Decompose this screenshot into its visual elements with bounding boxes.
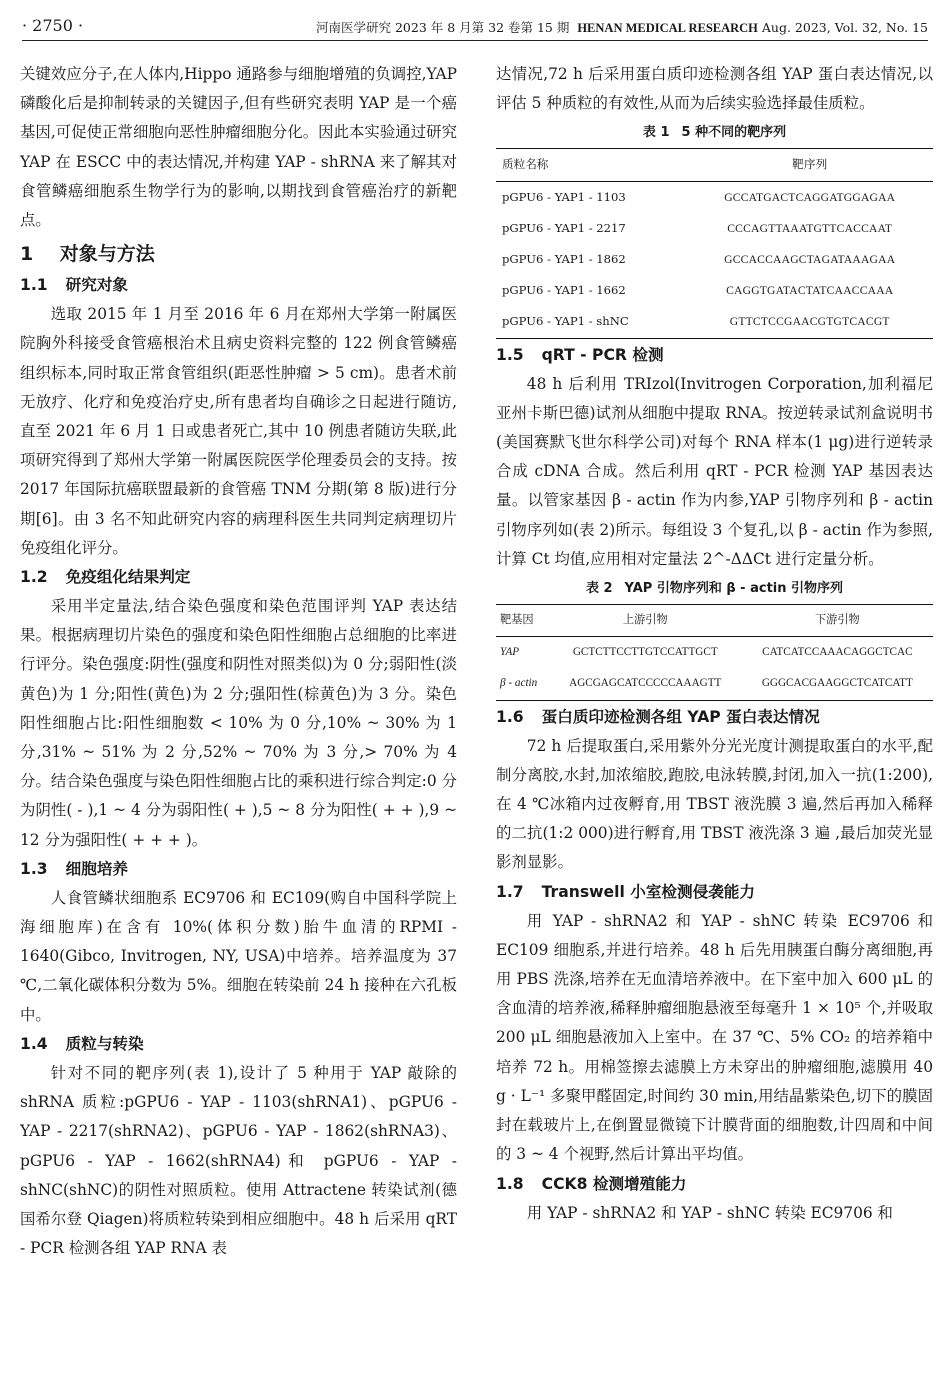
table-cell: pGPU6 - YAP1 - 2217 [502,220,626,235]
table-cell: CAGGTGATACTATCAACCAAA [726,284,894,298]
section-1-heading [20,237,457,271]
table-2-label: 表 2 [585,581,613,597]
left-column [20,60,457,1263]
section-1-8-heading [496,1170,933,1199]
table-cell: GCCACCAAGCTAGATAAAGAA [724,253,896,267]
page-header [22,14,928,38]
section-1-6-heading [496,703,933,732]
section-number: 1.6 [496,707,524,726]
section-1-7-text: 用 YAP - shRNA2 和 YAP - shNC 转染 EC9706 和 EC109 细胞系,并进行培养。48 h 后先用胰蛋白酶分离细胞,再用 PBS 洗涤,培养在无血清培养液中。在下室中加入 600 μL 的含血清的培养液,稀释肿瘤细胞悬液至每毫升 1 × 10⁵ 个,并吸取 200 μL 细胞悬液加入上室中。在 37 ℃、5% CO₂ 的培养箱中培养 72 h。用棉签擦去滤膜上方未穿出的肿瘤细胞,滤膜用 40 g · L⁻¹ 多聚甲醛固定,时间约 30 min,用结晶紫染色,切下的膜固封在载玻片上,在倒置显微镜下计膜背面的细胞数,计四周和中间的 3 ~ 4 个视野,然后计算出平均值。 [496,911,933,1164]
table-cell: GGGCACGAAGGCTCATCATT [761,677,913,690]
section-1-4-heading [20,1030,457,1059]
table-cell: CCCAGTTAAATGTTCACCAAT [727,221,893,235]
table-1-caption [496,122,933,144]
journal-running-head [316,18,928,36]
table-cell: AGCGAGCATCCCCCAAAGTT [569,677,722,690]
section-1-4-text: 针对不同的靶序列(表 1),设计了 5 种用于 YAP 敲除的 shRNA 质粒:pGPU6 - YAP - 1103(shRNA1)、pGPU6 - YAP - 2217(shRNA2)、pGPU6 - YAP - 1862(shRNA3)、pGPU6 - YAP - 1662(shRNA4)和 pGPU6 - YAP - shNC(shNC)的阴性对照质粒。使用 Attractene 转染试剂(德国希尔登 Qiagen)将质粒转染到相应细胞中。48 h 后采用 qRT - PCR 检测各组 YAP RNA 表 [20,1063,457,1258]
section-title: 免疫组化结果判定 [65,568,191,587]
table-1-title: 5 种不同的靶序列 [681,125,787,141]
table-row [496,306,933,338]
table-cell: GCCATGACTCAGGATGGAGAA [724,190,896,204]
section-1-title: 对象与方法 [59,243,155,266]
table-header-cell: 靶基因 [500,614,534,627]
table-header-row [496,605,933,637]
journal-en: HENAN MEDICAL RESEARCH [577,21,758,35]
section-1-2-text: 采用半定量法,结合染色强度和染色范围评判 YAP 表达结果。根据病理切片染色的强度和染色阳性细胞占总细胞的比率进行评分。染色强度:阴性(强度和阴性对照类似)为 0 分;弱阳性(淡黄色)为 1 分;阳性(黄色)为 2 分;强阳性(棕黄色)为 3 分。染色阳性细胞占比:阳性细胞数 < 10% 为 0 分,10% ~ 30% 为 1 分,31% ~ 51% 为 2 分,52% ~ 70% 为 3 分,> 70% 为 4 分。结合染色强度与染色阳性细胞占比的乘积进行综合判定:0 分为阴性( - ),1 ~ 4 分为弱阳性( + ),5 ~ 8 分为阳性( + + ),9 ~ 12 分为强阳性( + + + )。 [20,597,457,849]
section-number: 1.4 [20,1034,48,1053]
section-title: qRT - PCR 检测 [541,345,664,364]
section-1-5-heading [496,341,933,370]
table-2-caption [496,578,933,600]
section-1-number: 1 [20,243,34,266]
table-2 [496,604,933,701]
continued-paragraph: 达情况,72 h 后采用蛋白质印迹检测各组 YAP 蛋白表达情况,以评估 5 种质粒的有效性,从而为后续实验选择最佳质粒。 [496,65,933,113]
section-title: Transwell 小室检测侵袭能力 [541,882,755,901]
table-header-cell: 下游引物 [814,614,860,627]
section-title: 质粒与转染 [65,1034,144,1053]
section-1-3-text: 人食管鳞状细胞系 EC9706 和 EC109(购自中国科学院上海细胞库)在含有 10%(体积分数)胎牛血清的RPMI - 1640(Gibco, Invitrogen, NY, USA)中培养。培养温度为 37 ℃,二氧化碳体积分数为 5%。细胞在转染前 24 h 接种在六孔板中。 [20,888,457,1024]
right-column [496,60,933,1228]
section-1-1-text: 选取 2015 年 1 月至 2016 年 6 月在郑州大学第一附属医院胸外科接受食管癌根治术且病史资料完整的 122 例食管鳞癌组织标本,同时取正常食管组织(距恶性肿瘤 > 5 cm)。患者术前无放疗、化疗和免疫治疗史,所有患者均自确诊之日起进行随访,直至 2021 年 6 月 1 日或患者死亡,其中 10 例患者随访失联,此项研究得到了郑州大学第一附属医院医学伦理委员会的支持。按 2017 年国际抗癌联盟最新的食管癌 TNM 分期(第 8 版)进行分期[6]。由 3 名不知此研究内容的病理科医生共同判定病理切片免疫组化评分。 [20,305,457,557]
journal-cn: 河南医学研究 2023 年 8 月第 32 卷第 15 期 [316,20,570,35]
table-header-cell: 质粒名称 [502,157,549,172]
section-1-2-heading [20,563,457,592]
section-number: 1.5 [496,345,524,364]
section-1-8-text: 用 YAP - shRNA2 和 YAP - shNC 转染 EC9706 和 [526,1203,893,1222]
journal-date: Aug. 2023, Vol. 32, No. 15 [761,20,928,35]
table-row [496,275,933,306]
table-row [496,244,933,275]
section-1-6-text: 72 h 后提取蛋白,采用紫外分光光度计测提取蛋白的水平,配制分离胶,水封,加浓缩胶,跑胶,电泳转膜,封闭,加入一抗(1:200),在 4 ℃冰箱内过夜孵育,用 TBST 液洗膜 3 遍,然后再加入稀释的二抗(1:2 000)进行孵育,用 TBST 液洗涤 3 遍 ,最后加荧光显影剂显影。 [496,736,933,872]
table-cell: GTTCTCCGAACGTGTCACGT [729,315,890,329]
page-number: · 2750 · [22,16,84,35]
table-row [496,637,933,669]
table-cell: pGPU6 - YAP1 - 1103 [502,189,626,204]
section-number: 1.3 [20,859,48,878]
section-number: 1.8 [496,1174,524,1193]
table-header-cell: 靶序列 [792,158,828,172]
section-1-7-heading [496,878,933,907]
table-cell: pGPU6 - YAP1 - shNC [502,314,629,329]
section-title: 蛋白质印迹检测各组 YAP 蛋白表达情况 [541,707,820,726]
table-header-cell: 上游引物 [622,614,668,627]
table-cell: GCTCTTCCTTGTCCATTGCT [572,646,718,659]
section-number: 1.2 [20,568,48,587]
table-2-title: YAP 引物序列和 β - actin 引物序列 [624,581,844,597]
header-rule [22,40,928,41]
table-cell: pGPU6 - YAP1 - 1862 [502,252,626,267]
table-header-row [496,149,933,181]
table-row [496,213,933,244]
table-cell: pGPU6 - YAP1 - 1662 [502,283,626,298]
intro-paragraph: 关键效应分子,在人体内,Hippo 通路参与细胞增殖的负调控,YAP 磷酸化后是抑制转录的关键因子,但有些研究表明 YAP 是一个癌基因,可促使正常细胞向恶性肿瘤细胞分化。因此本实验通过研究 YAP 在 ESCC 中的表达情况,并构建 YAP - shRNA 来了解其对食管鳞癌细胞系生物学行为的影响,以期找到食管癌治疗的新靶点。 [20,65,457,230]
section-1-3-heading [20,855,457,884]
table-1 [496,148,933,338]
table-row [496,181,933,213]
section-title: 研究对象 [65,276,129,295]
table-row [496,668,933,700]
section-number: 1.1 [20,276,48,295]
section-1-5-text: 48 h 后利用 TRIzol(Invitrogen Corporation,加利福尼亚州卡斯巴德)试剂从细胞中提取 RNA。按逆转录试剂盒说明书(美国赛默飞世尔科学公司)对每个 RNA 样本(1 μg)进行逆转录合成 cDNA 合成。然后利用 qRT - PCR 检测 YAP 基因表达量。以管家基因 β - actin 作为内参,YAP 引物序列和 β - actin 引物序列如(表 2)所示。每组设 3 个复孔,以 β - actin 作为参照,计算 Ct 均值,应用相对定量法 2^-ΔΔCt 进行定量分析。 [496,374,933,568]
section-1-1-heading [20,271,457,300]
section-number: 1.7 [496,882,524,901]
table-cell: β - actin [500,677,538,690]
section-title: 细胞培养 [65,859,129,878]
section-title: CCK8 检测增殖能力 [541,1174,687,1193]
table-1-label: 表 1 [642,125,670,141]
table-cell: CATCATCCAAACAGGCTCAC [762,646,913,659]
table-cell: YAP [500,646,520,659]
